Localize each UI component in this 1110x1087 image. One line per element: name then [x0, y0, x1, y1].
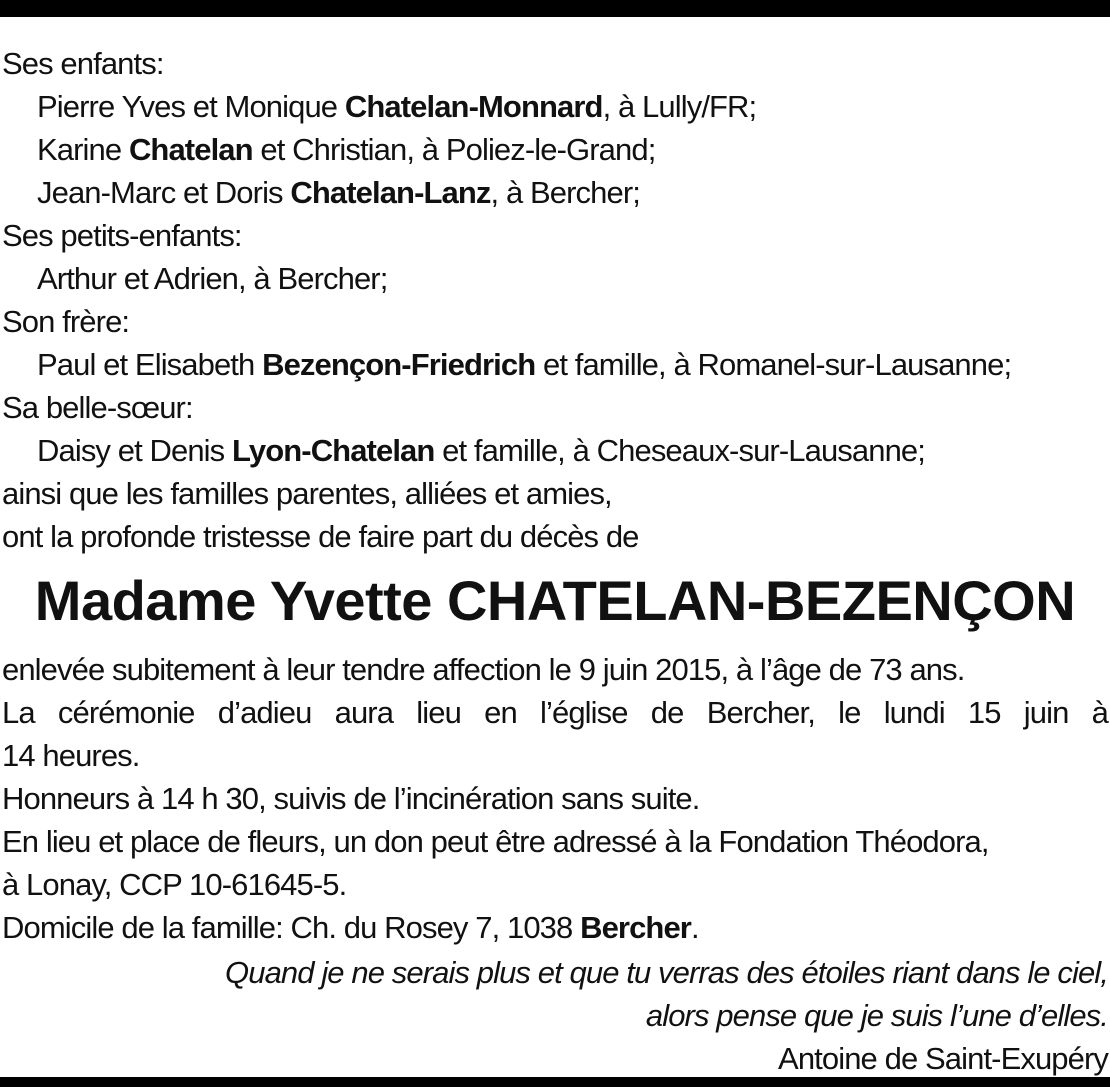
- honours-details: Honneurs à 14 h 30, suivis de l’incinération sans suite.: [2, 781, 700, 816]
- closing-line: ainsi que les familles parentes, alliées et amies,: [2, 476, 612, 511]
- child-surname: Chatelan-Lanz: [290, 175, 491, 210]
- top-border-rule: [0, 0, 1110, 17]
- brother-names: Paul et Elisabeth: [37, 347, 263, 382]
- child-location: et Christian, à Poliez-le-Grand;: [252, 132, 656, 167]
- quote-line-1: Quand je ne serais plus et que tu verras des étoiles riant dans le ciel,: [225, 955, 1108, 990]
- family-domicile: [2, 906, 1108, 949]
- brother-entry: [2, 343, 1108, 386]
- ceremony-time: 14 heures.: [2, 738, 140, 773]
- announcement-line: ont la profonde tristesse de faire part du décès de: [2, 519, 639, 554]
- child-surname: Chatelan: [128, 132, 253, 167]
- grandchildren-entry: Arthur et Adrien, à Bercher;: [37, 261, 388, 296]
- sister-in-law-heading: Sa belle-sœur:: [2, 390, 193, 425]
- sister-in-law-location: et famille, à Cheseaux-sur-Lausanne;: [434, 433, 925, 468]
- brother-surname: Bezençon-Friedrich: [262, 347, 536, 382]
- quote-line-2: alors pense que je suis l’une d’elles.: [645, 998, 1108, 1033]
- child-location: , à Lully/FR;: [602, 89, 757, 124]
- donation-details: En lieu et place de fleurs, un don peut être adressé à la Fondation Théodora,: [2, 824, 989, 859]
- sister-in-law-names: Daisy et Denis: [37, 433, 232, 468]
- domicile-town: Bercher: [580, 910, 691, 945]
- child-names: Pierre Yves et Monique: [37, 89, 345, 124]
- death-details: enlevée subitement à leur tendre affection le 9 juin 2015, à l’âge de 73 ans.: [2, 652, 965, 687]
- child-surname: Chatelan-Monnard: [344, 89, 603, 124]
- quote-author: Antoine de Saint-Exupéry: [778, 1041, 1108, 1076]
- grandchildren-heading: Ses petits-enfants:: [2, 218, 242, 253]
- sister-in-law-entry: [2, 429, 1108, 472]
- brother-location: et famille, à Romanel-sur-Lausanne;: [535, 347, 1012, 382]
- brother-heading: Son frère:: [2, 304, 130, 339]
- children-heading: Ses enfants:: [2, 46, 164, 81]
- death-notice: [2, 42, 1108, 1080]
- child-names: Karine: [37, 132, 129, 167]
- deceased-name: Madame Yvette CHATELAN-BEZENÇON: [34, 569, 1076, 632]
- bottom-border-rule: [0, 1077, 1110, 1087]
- donation-account: à Lonay, CCP 10-61645-5.: [2, 867, 347, 902]
- ceremony-details: La cérémonie d’adieu aura lieu en l’église de Bercher, le lundi 15 juin à: [2, 695, 1108, 730]
- domicile-address: Domicile de la famille: Ch. du Rosey 7, 1038: [2, 910, 581, 945]
- child-entry: [2, 85, 1108, 128]
- child-names: Jean-Marc et Doris: [37, 175, 291, 210]
- child-entry: [2, 171, 1108, 214]
- sister-in-law-surname: Lyon-Chatelan: [231, 433, 435, 468]
- domicile-period: .: [690, 910, 699, 945]
- child-location: , à Bercher;: [490, 175, 640, 210]
- child-entry: [2, 128, 1108, 171]
